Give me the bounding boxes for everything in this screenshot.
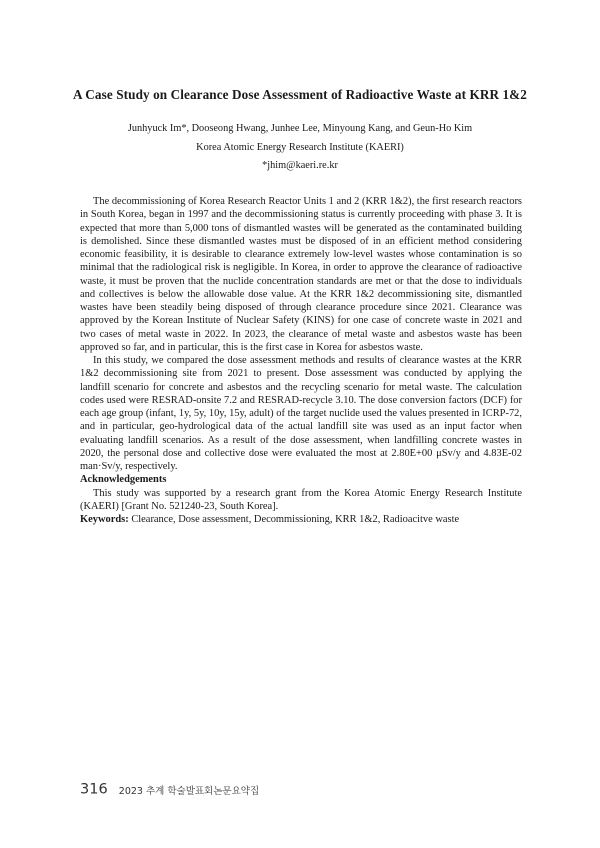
paragraph-1: The decommissioning of Korea Research Reactor Units 1 and 2 (KRR 1&2), the first research reactors in South Korea, began in 1997 and the decommissioning status is currently proceeding with phase 3. It is expected that more than 5,000 tons of dismantled wastes will be generated as the contaminated building is demolished. Since these dismantled wastes must be disposed of in an efficient method considering economic feasibility, it is desirable to clearance extremely low-level wastes whose contamination is so minimal that the radiological risk is negligible. In Korea, in order to approve the clearance of radioactive waste, it must be proven that the nuclide concentration standards are met or that the dose to individuals and collectives is below the allowable dose value. At the KRR 1&2 decommissioning site, dismantled wastes have been steadily being disposed of through clearance procedure since 2021. Clearance was approved by the Korean Institute of Nuclear Safety (KINS) for one case of concrete waste in 2021 and two cases of metal waste in 2022. In 2023, the clearance of metal waste and asbestos waste has been approved so far, and in particular, this is the first case in Korea for asbestos waste. xyxy=(80,196,522,353)
abstract-body xyxy=(80,195,522,526)
page-footer xyxy=(80,779,259,798)
corresponding-email: *jhim@kaeri.re.kr xyxy=(262,160,338,171)
keywords-text: Clearance, Dose assessment, Decommissioning, KRR 1&2, Radioacitve waste xyxy=(131,514,460,525)
affiliation: Korea Atomic Energy Research Institute (KAERI) xyxy=(196,142,404,153)
keywords-line xyxy=(80,513,522,526)
keywords-label: Keywords: xyxy=(80,514,129,525)
publication-title: 2023 추계 학술발표회논문요약집 xyxy=(118,785,260,797)
page-number: 316 xyxy=(80,781,108,798)
author-list: Junhyuck Im*, Dooseong Hwang, Junhee Lee, Minyoung Kang, and Geun-Ho Kim xyxy=(127,123,473,134)
paragraph-2: In this study, we compared the dose assessment methods and results of clearance wastes at the KRR 1&2 decommissioning site from 2021 to present. Dose assessment was conducted by applying the landfill scenario for concrete and asbestos and the recycling scenario for metal waste. The calculation codes used were RESRAD-onsite 7.2 and RESRAD-recycle 3.10. The dose conversion factors (DCF) for each age group (infant, 1y, 5y, 10y, 15y, adult) of the target nuclide used the values presented in ICRP-72, and in particular, geo-hydrological data of the actual landfill site was used as an input factor when evaluating landfill scenarios. As a result of the dose assessment, when landfilling concrete wastes in 2020, the personal dose and collective dose were evaluated the most at 2.80E+00 μSv/y and 4.83E-02 man·Sv/y, respectively. xyxy=(80,355,522,472)
paper-title: A Case Study on Clearance Dose Assessment of Radioactive Waste at KRR 1&2 xyxy=(73,87,527,102)
acknowledgements-text: This study was supported by a research grant from the Korea Atomic Energy Research Institute (KAERI) [Grant No. 521240-23, South Korea]. xyxy=(80,487,522,512)
acknowledgements-heading: Acknowledgements xyxy=(80,474,167,486)
